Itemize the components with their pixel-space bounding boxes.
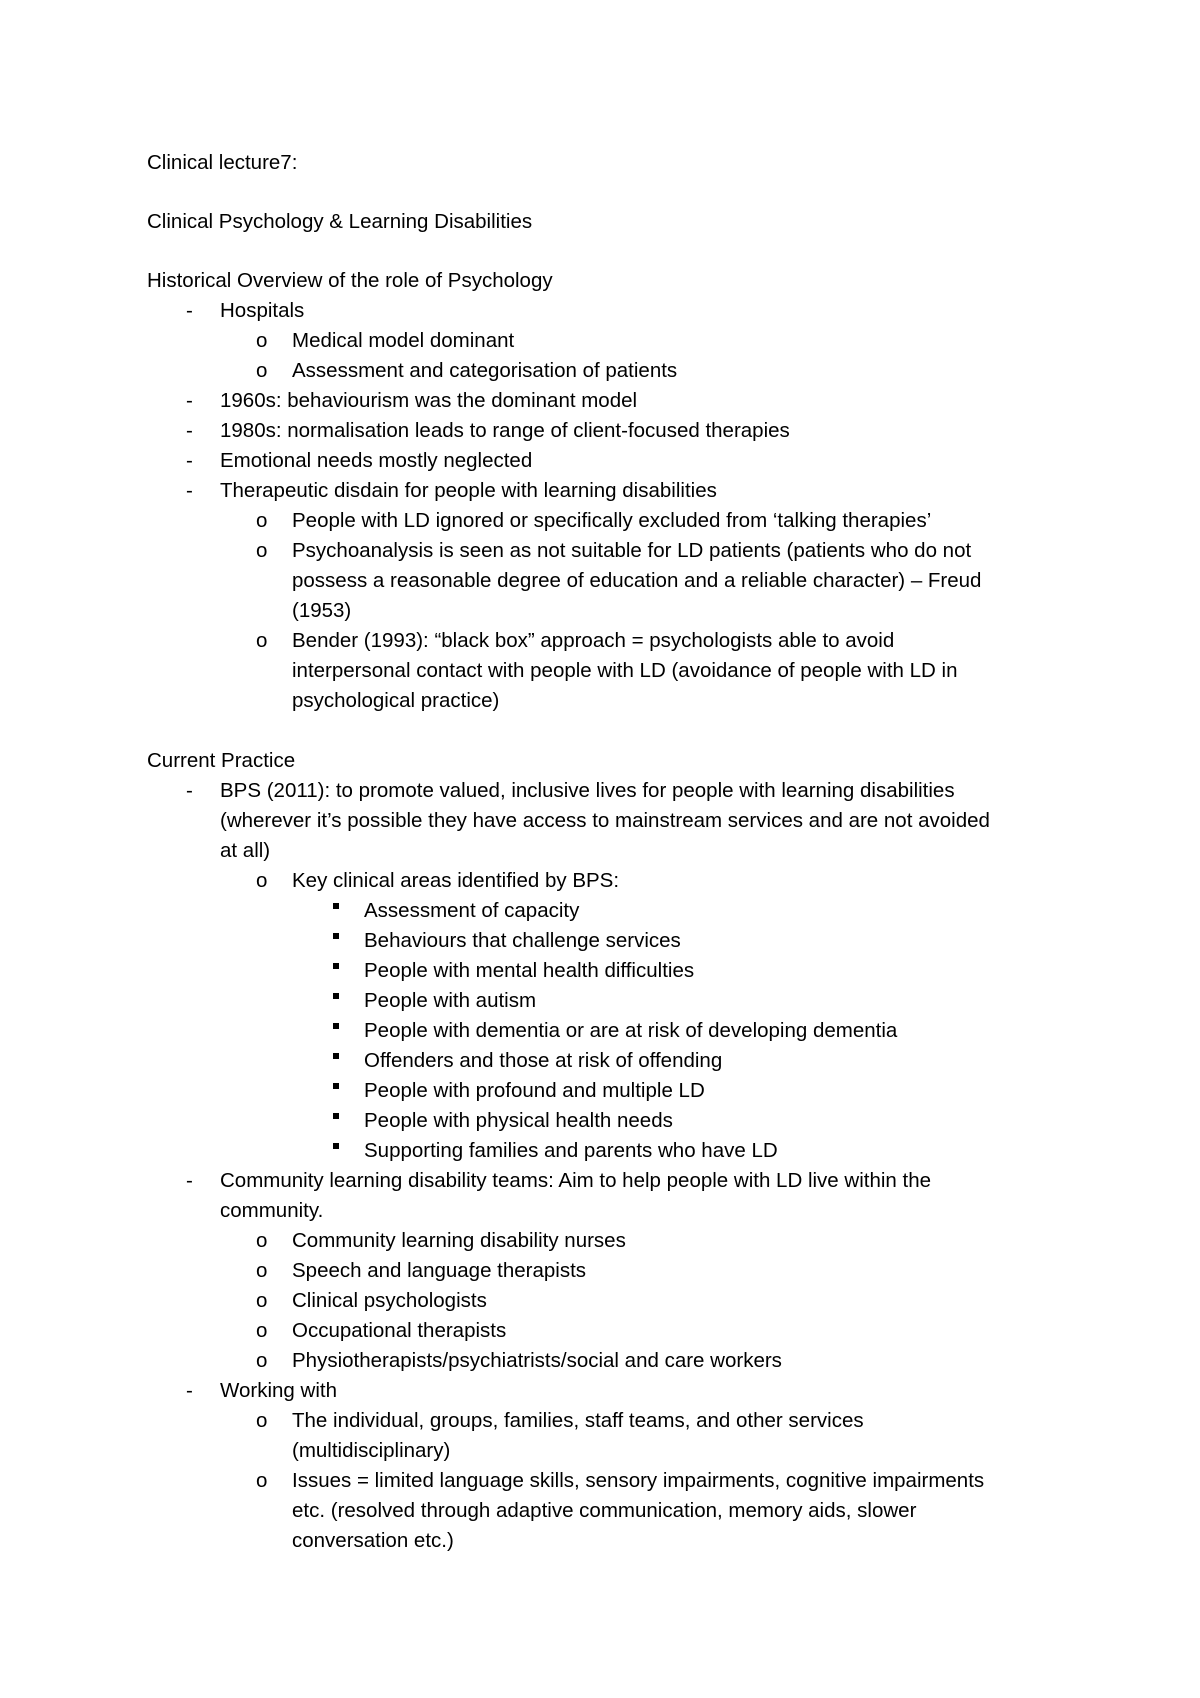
sub-list-item-continuation: interpersonal contact with people with LD (avoidance of people with LD in bbox=[292, 659, 958, 682]
sub-list-item: Psychoanalysis is seen as not suitable for LD patients (patients who do not bbox=[292, 539, 972, 562]
list-item-continuation: (wherever it’s possible they have access to mainstream services and are not avoided bbox=[220, 809, 990, 832]
square-bullet-icon bbox=[333, 933, 339, 939]
sub-list-item-continuation: (1953) bbox=[292, 599, 352, 622]
dash-bullet: - bbox=[186, 449, 193, 472]
sub-list-item: Bender (1993): “black box” approach = psychologists able to avoid bbox=[292, 629, 895, 652]
document-subtitle: Clinical Psychology & Learning Disabilities bbox=[147, 210, 533, 233]
sub-sub-list-item: Supporting families and parents who have LD bbox=[364, 1139, 778, 1162]
square-bullet-icon bbox=[333, 1113, 339, 1119]
sub-sub-list-item: Assessment of capacity bbox=[364, 899, 580, 922]
list-item: BPS (2011): to promote valued, inclusive lives for people with learning disabilities bbox=[220, 779, 955, 802]
circle-bullet: o bbox=[256, 1259, 268, 1282]
section-heading: Historical Overview of the role of Psychology bbox=[147, 269, 553, 292]
list-item: Hospitals bbox=[220, 299, 305, 322]
circle-bullet: o bbox=[256, 869, 268, 892]
sub-sub-list-item: People with autism bbox=[364, 989, 537, 1012]
circle-bullet: o bbox=[256, 629, 268, 652]
circle-bullet: o bbox=[256, 329, 268, 352]
sub-list-item: Assessment and categorisation of patients bbox=[292, 359, 678, 382]
list-item: Emotional needs mostly neglected bbox=[220, 449, 533, 472]
dash-bullet: - bbox=[186, 419, 193, 442]
sub-sub-list-item: People with profound and multiple LD bbox=[364, 1079, 705, 1102]
sub-list-item: Speech and language therapists bbox=[292, 1259, 587, 1282]
list-item: Therapeutic disdain for people with learning disabilities bbox=[220, 479, 717, 502]
sub-sub-list-item: People with mental health difficulties bbox=[364, 959, 695, 982]
sub-list-item-continuation: possess a reasonable degree of education and a reliable character) – Freud bbox=[292, 569, 982, 592]
list-item: 1960s: behaviourism was the dominant model bbox=[220, 389, 638, 412]
square-bullet-icon bbox=[333, 903, 339, 909]
circle-bullet: o bbox=[256, 1409, 268, 1432]
sub-list-item-continuation: etc. (resolved through adaptive communication, memory aids, slower bbox=[292, 1499, 917, 1522]
sub-sub-list-item: People with physical health needs bbox=[364, 1109, 673, 1132]
sub-list-item: Key clinical areas identified by BPS: bbox=[292, 869, 620, 892]
circle-bullet: o bbox=[256, 1229, 268, 1252]
dash-bullet: - bbox=[186, 479, 193, 502]
list-item: Working with bbox=[220, 1379, 337, 1402]
dash-bullet: - bbox=[186, 1379, 193, 1402]
sub-list-item: Clinical psychologists bbox=[292, 1289, 487, 1312]
sub-sub-list-item: Behaviours that challenge services bbox=[364, 929, 681, 952]
circle-bullet: o bbox=[256, 1349, 268, 1372]
circle-bullet: o bbox=[256, 359, 268, 382]
sub-list-item: Community learning disability nurses bbox=[292, 1229, 626, 1252]
circle-bullet: o bbox=[256, 509, 268, 532]
square-bullet-icon bbox=[333, 1083, 339, 1089]
sub-list-item-continuation: (multidisciplinary) bbox=[292, 1439, 451, 1462]
list-item: 1980s: normalisation leads to range of client-focused therapies bbox=[220, 419, 790, 442]
square-bullet-icon bbox=[333, 1143, 339, 1149]
sub-list-item: Medical model dominant bbox=[292, 329, 515, 352]
sub-list-item: Physiotherapists/psychiatrists/social and care workers bbox=[292, 1349, 782, 1372]
dash-bullet: - bbox=[186, 1169, 193, 1192]
sub-list-item-continuation: conversation etc.) bbox=[292, 1529, 454, 1552]
sub-sub-list-item: Offenders and those at risk of offending bbox=[364, 1049, 723, 1072]
square-bullet-icon bbox=[333, 1023, 339, 1029]
list-item-continuation: at all) bbox=[220, 839, 271, 862]
sub-sub-list-item: People with dementia or are at risk of developing dementia bbox=[364, 1019, 898, 1042]
square-bullet-icon bbox=[333, 1053, 339, 1059]
circle-bullet: o bbox=[256, 1319, 268, 1342]
square-bullet-icon bbox=[333, 963, 339, 969]
dash-bullet: - bbox=[186, 389, 193, 412]
sub-list-item: People with LD ignored or specifically excluded from ‘talking therapies’ bbox=[292, 509, 932, 532]
dash-bullet: - bbox=[186, 299, 193, 322]
section-heading: Current Practice bbox=[147, 749, 296, 772]
square-bullet-icon bbox=[333, 993, 339, 999]
sub-list-item: Occupational therapists bbox=[292, 1319, 507, 1342]
dash-bullet: - bbox=[186, 779, 193, 802]
circle-bullet: o bbox=[256, 1469, 268, 1492]
sub-list-item-continuation: psychological practice) bbox=[292, 689, 500, 712]
sub-list-item: Issues = limited language skills, sensory impairments, cognitive impairments bbox=[292, 1469, 985, 1492]
circle-bullet: o bbox=[256, 1289, 268, 1312]
list-item: Community learning disability teams: Aim to help people with LD live within the bbox=[220, 1169, 932, 1192]
list-item-continuation: community. bbox=[220, 1199, 324, 1222]
document-title: Clinical lecture7: bbox=[147, 151, 298, 174]
sub-list-item: The individual, groups, families, staff teams, and other services bbox=[292, 1409, 864, 1432]
circle-bullet: o bbox=[256, 539, 268, 562]
